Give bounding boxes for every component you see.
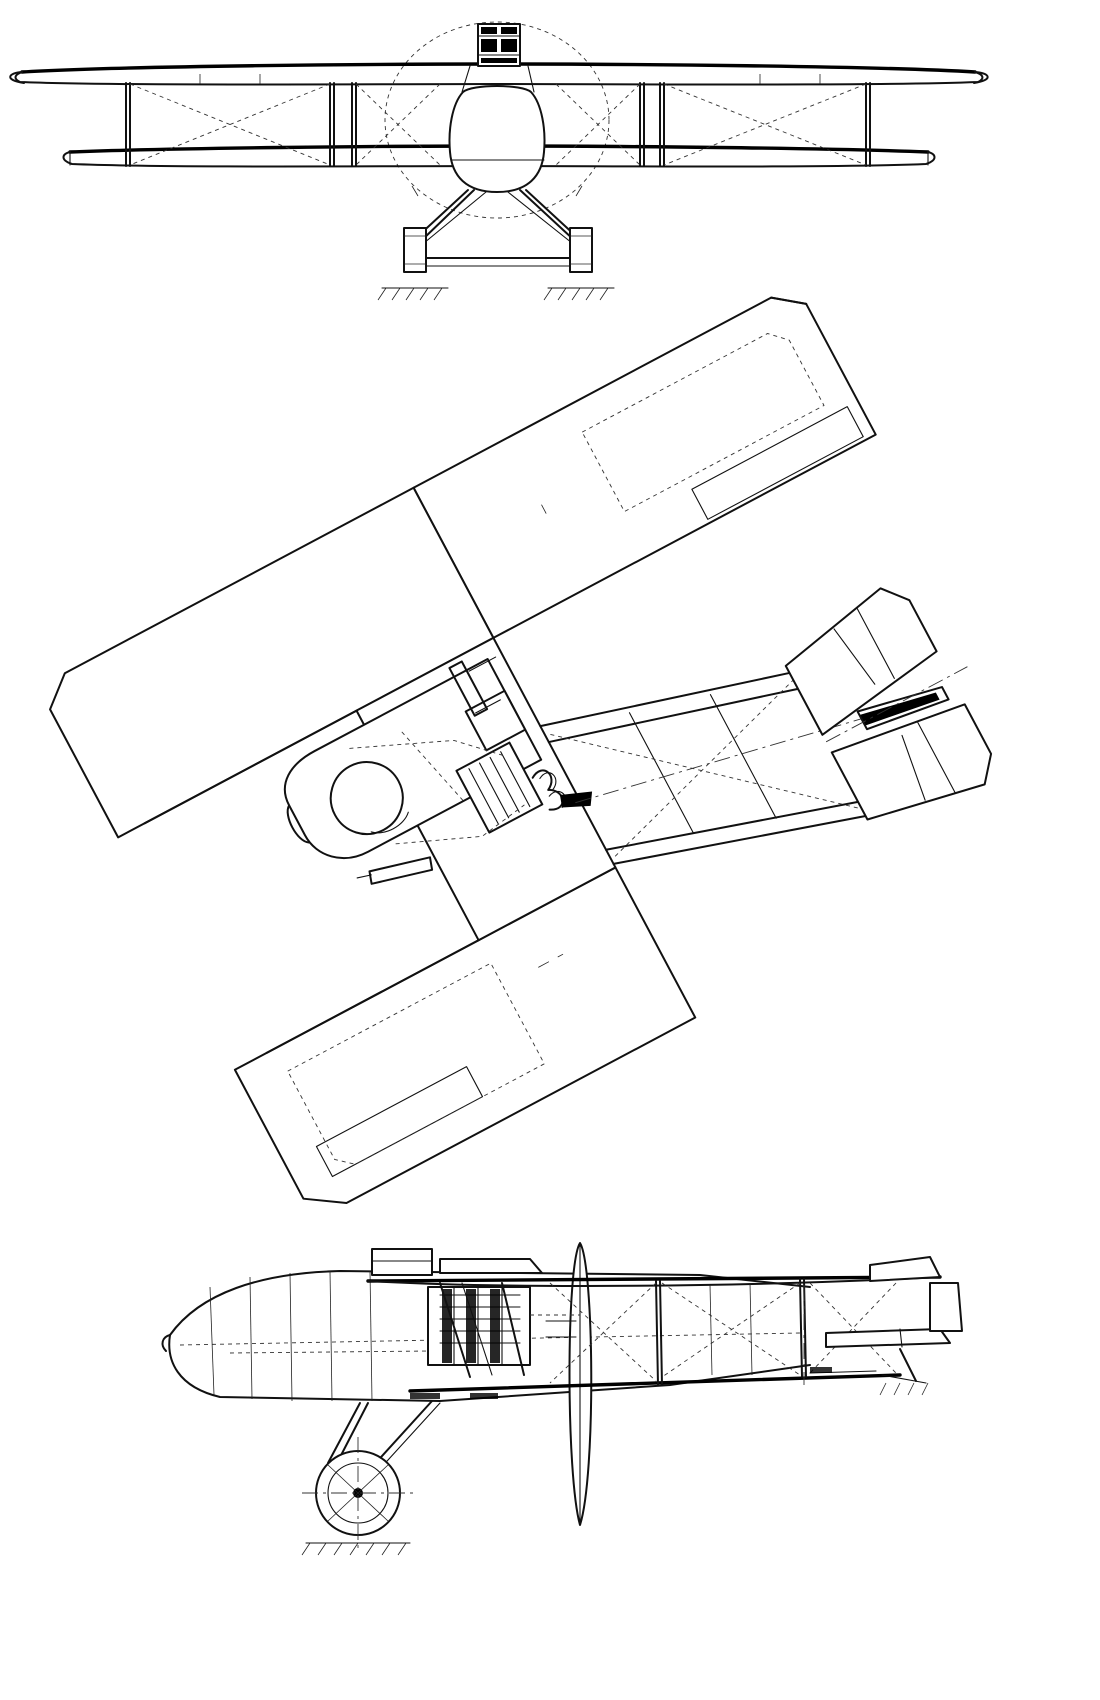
side-view xyxy=(110,1225,1010,1700)
plan-view xyxy=(100,325,1000,1225)
front-view xyxy=(0,0,1100,320)
